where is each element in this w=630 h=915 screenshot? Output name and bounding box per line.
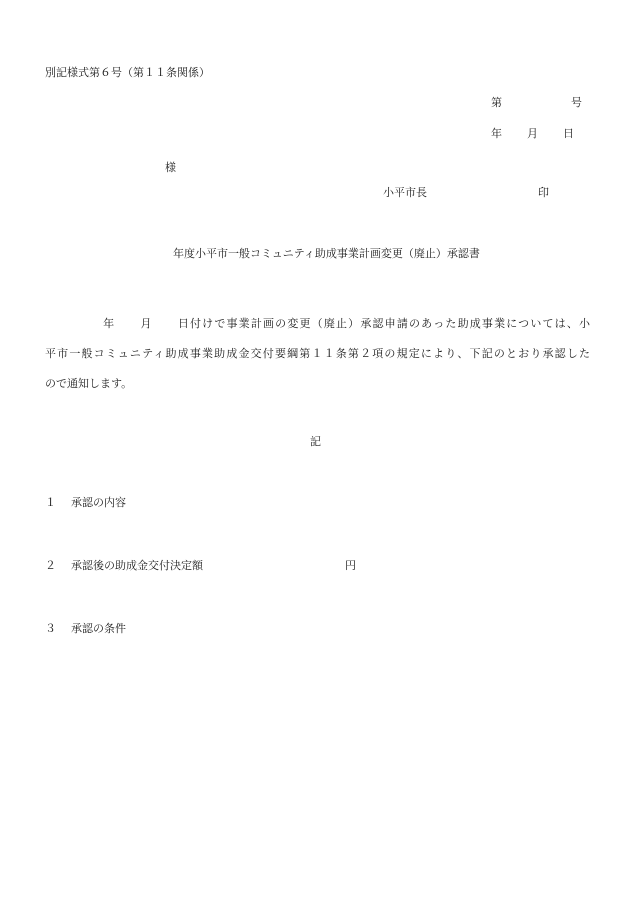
item-1-label: 承認の内容 — [71, 496, 126, 509]
body-line-3: ので通知します。 — [45, 377, 133, 390]
item-2-unit: 円 — [345, 559, 356, 572]
document-date — [491, 127, 574, 141]
number-prefix: 第 — [491, 96, 502, 109]
item-3-label: 承認の条件 — [71, 622, 126, 635]
body-month: 月 — [139, 317, 153, 330]
document-number — [491, 96, 582, 110]
form-label: 別記様式第６号（第１１条関係） — [45, 66, 210, 79]
issuer — [383, 186, 549, 200]
body-paragraph — [45, 309, 590, 399]
body-year: 年 — [102, 317, 116, 330]
date-day: 日 — [563, 127, 574, 140]
document-title: 年度小平市一般コミュニティ助成事業計画変更（廃止）承認書 — [173, 247, 480, 260]
list-item-1 — [45, 496, 126, 510]
body-line-2: 平市一般コミュニティ助成事業助成金交付要綱第１１条第２項の規定により、下記のとおり承認した — [45, 347, 590, 360]
issuer-title: 小平市長 — [383, 186, 427, 199]
item-1-number: １ — [45, 496, 56, 509]
list-item-3 — [45, 622, 126, 636]
body-line-1 — [45, 309, 590, 339]
item-2-label: 承認後の助成金交付決定額 — [71, 559, 203, 572]
date-month: 月 — [527, 127, 538, 140]
body-line-1-rest: 日付けで事業計画の変更（廃止）承認申請のあった助成事業については、小 — [176, 317, 591, 330]
item-3-number: ３ — [45, 622, 56, 635]
list-item-2 — [45, 559, 203, 573]
addressee-suffix: 様 — [165, 161, 176, 174]
ki-heading: 記 — [310, 435, 321, 448]
item-2-number: ２ — [45, 559, 56, 572]
seal-mark: 印 — [538, 186, 549, 199]
number-suffix: 号 — [571, 96, 582, 109]
date-year: 年 — [491, 127, 502, 140]
